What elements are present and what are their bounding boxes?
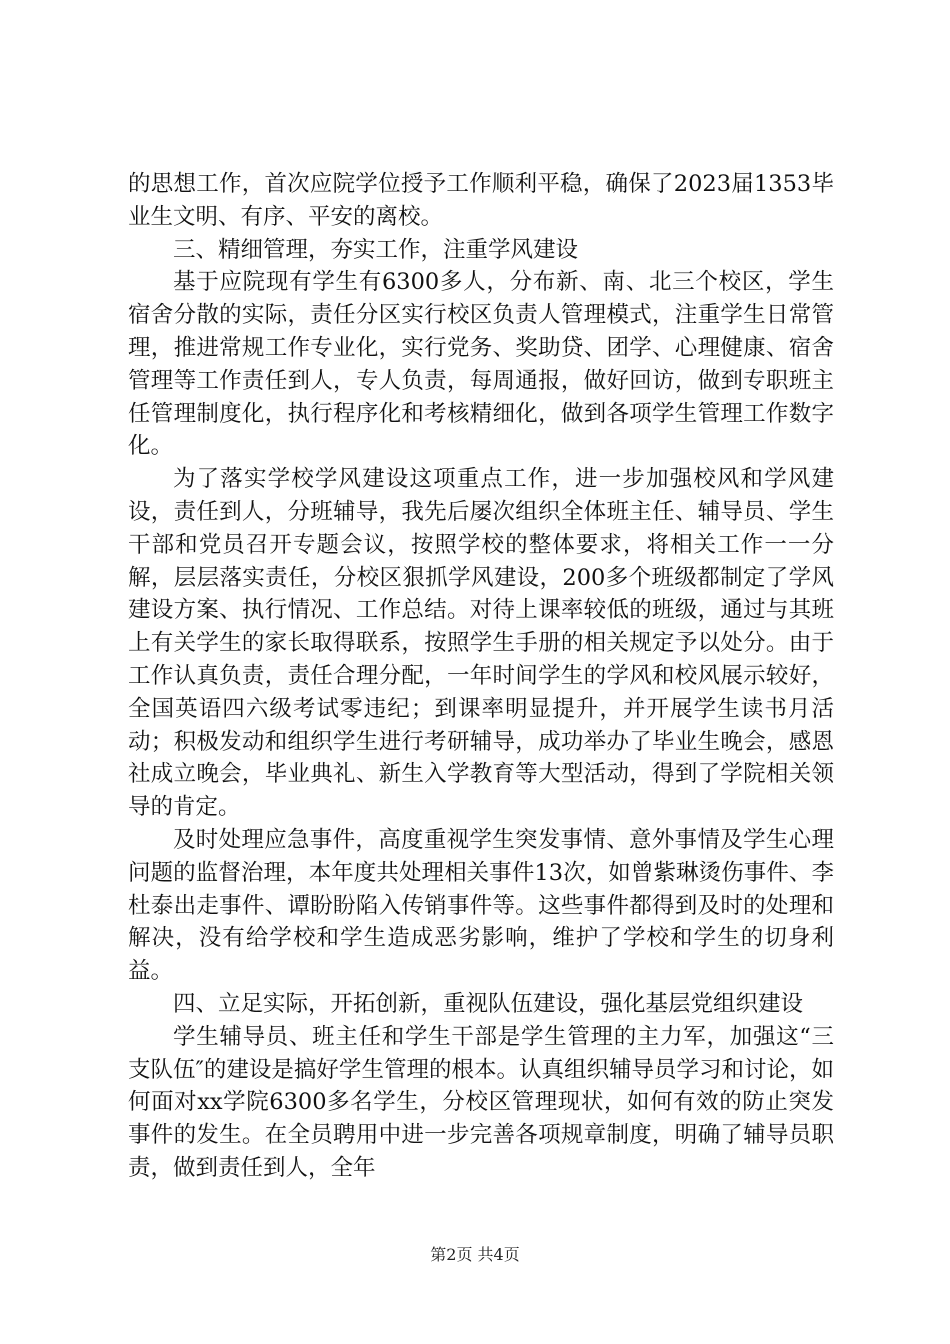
paragraph-continuation: 的思想工作，首次应院学位授予工作顺利平稳，确保了2023届1353毕业生文明、有序、平安的离校。 [128,171,834,230]
section-heading-3: 三、精细管理，夯实工作，注重学风建设 [173,236,579,263]
paragraph: 基于应院现有学生有6300多人，分布新、南、北三个校区，学生宿舍分散的实际，责任分区实行校区负责人管理模式，注重学生日常管理，推进常规工作专业化，实行党务、奖助贷、团学、心理健康、宿舍管理等工作责任到人，专人负责，每周通报，做好回访，做到专职班主任管理制度化，执行程序化和考核精细化，做到各项学生管理工作数字化。 [128,269,834,460]
paragraph: 学生辅导员、班主任和学生干部是学生管理的主力军，加强这“三支队伍″的建设是搞好学生管理的根本。认真组织辅导员学习和讨论，如何面对xx学院6300多名学生，分校区管理现状，如何有效的防止突发事件的发生。在全员聘用中进一步完善各项规章制度，明确了辅导员职责，做到责任到人，全年 [128,1023,834,1181]
section-heading-4: 四、立足实际，开拓创新，重视队伍建设，强化基层党组织建设 [173,990,804,1017]
document-body [128,168,834,1185]
page-number-footer: 第2页 共4页 [430,1245,520,1264]
paragraph: 及时处理应急事件，高度重视学生突发事情、意外事情及学生心理问题的监督治理，本年度共处理相关事件13次，如曾紫琳烫伤事件、李杜泰出走事件、谭盼盼陷入传销事件等。这些事件都得到及时的处理和解决，没有给学校和学生造成恶劣影响，维护了学校和学生的切身利益。 [128,826,834,985]
paragraph: 为了落实学校学风建设这项重点工作，进一步加强校风和学风建设，责任到人，分班辅导，我先后屡次组织全体班主任、辅导员、学生干部和党员召开专题会议，按照学校的整体要求，将相关工作一一分解，层层落实责任，分校区狠抓学风建设，200多个班级都制定了学风建设方案、执行情况、工作总结。对待上课率较低的班级，通过与其班上有关学生的家长取得联系，按照学生手册的相关规定予以处分。由于工作认真负责，责任合理分配，一年时间学生的学风和校风展示较好，全国英语四六级考试零违纪；到课率明显提升，并开展学生读书月活动；积极发动和组织学生进行考研辅导，成功举办了毕业生晚会，感恩社成立晚会，毕业典礼、新生入学教育等大型活动，得到了学院相关领导的肯定。 [128,466,834,821]
